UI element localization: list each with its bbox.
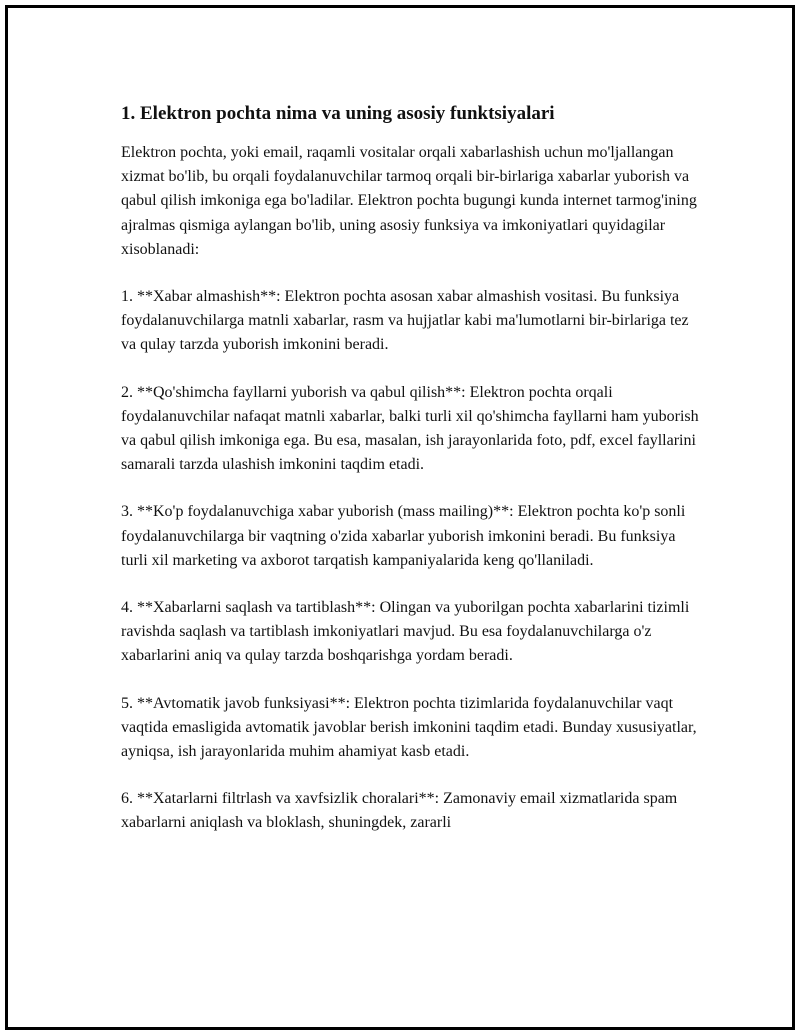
- intro-paragraph: Elektron pochta, yoki email, raqamli vositalar orqali xabarlashish uchun mo'ljallangan xizmat bo'lib, bu orqali foydalanuvchilar tarmoq orqali bir-birlariga xabarlar yuborish va qabul qilish imkoniga ega bo'ladilar. Elektron pochta bugungi kunda internet tarmog'ining ajralmas qismiga aylangan bo'lib, uning asosiy funksiya va imkoniyatlari quyidagilar xisoblanadi:: [121, 144, 697, 258]
- list-item-1: 1. **Xabar almashish**: Elektron pochta asosan xabar almashish vositasi. Bu funksiya foydalanuvchilarga matnli xabarlar, rasm va hujjatlar kabi ma'lumotlarni bir-birlariga tez va qulay tarzda yuborish imkonini beradi.: [121, 288, 689, 354]
- list-item-5: 5. **Avtomatik javob funksiyasi**: Elektron pochta tizimlarida foydalanuvchilar vaqt vaqtida emasligida avtomatik javoblar berish imkonini taqdim etadi. Bunday xususiyatlar, ayniqsa, ish jarayonlarida muhim ahamiyat kasb etadi.: [121, 694, 697, 761]
- list-item-6: 6. **Xatarlarni filtrlash va xavfsizlik choralari**: Zamonaviy email xizmatlarida spam xabarlarni aniqlash va bloklash, shuningdek, zararli: [121, 790, 678, 832]
- list-item-3: 3. **Ko'p foydalanuvchiga xabar yuborish (mass mailing)**: Elektron pochta ko'p sonli foydalanuvchilarga bir vaqtning o'zida xabarlar yuborish imkonini beradi. Bu funksiya turli xil marketing va axborot tarqatish kampaniyalarida keng qo'llaniladi.: [121, 503, 686, 569]
- page-frame: [5, 5, 795, 1030]
- list-item-4: 4. **Xabarlarni saqlash va tartiblash**: Olingan va yuborilgan pochta xabarlarini tizimli ravishda saqlash va tartiblash imkoniyatlari mavjud. Bu esa foydalanuvchilarga o'z xabarlarini aniq va qulay tarzda boshqarishga yordam beradi.: [121, 599, 690, 665]
- section-heading: 1. Elektron pochta nima va uning asosiy funktsiyalari: [121, 103, 555, 124]
- document-body: [121, 101, 701, 859]
- list-item-2: 2. **Qo'shimcha fayllarni yuborish va qabul qilish**: Elektron pochta orqali foydalanuvchilar nafaqat matnli xabarlar, balki turli xil qo'shimcha fayllarni ham yuborish va qabul qilish imkoniga ega. Bu esa, masalan, ish jarayonlarida foto, pdf, excel fayllarini samarali tarzda ulashish imkonini taqdim etadi.: [121, 383, 699, 474]
